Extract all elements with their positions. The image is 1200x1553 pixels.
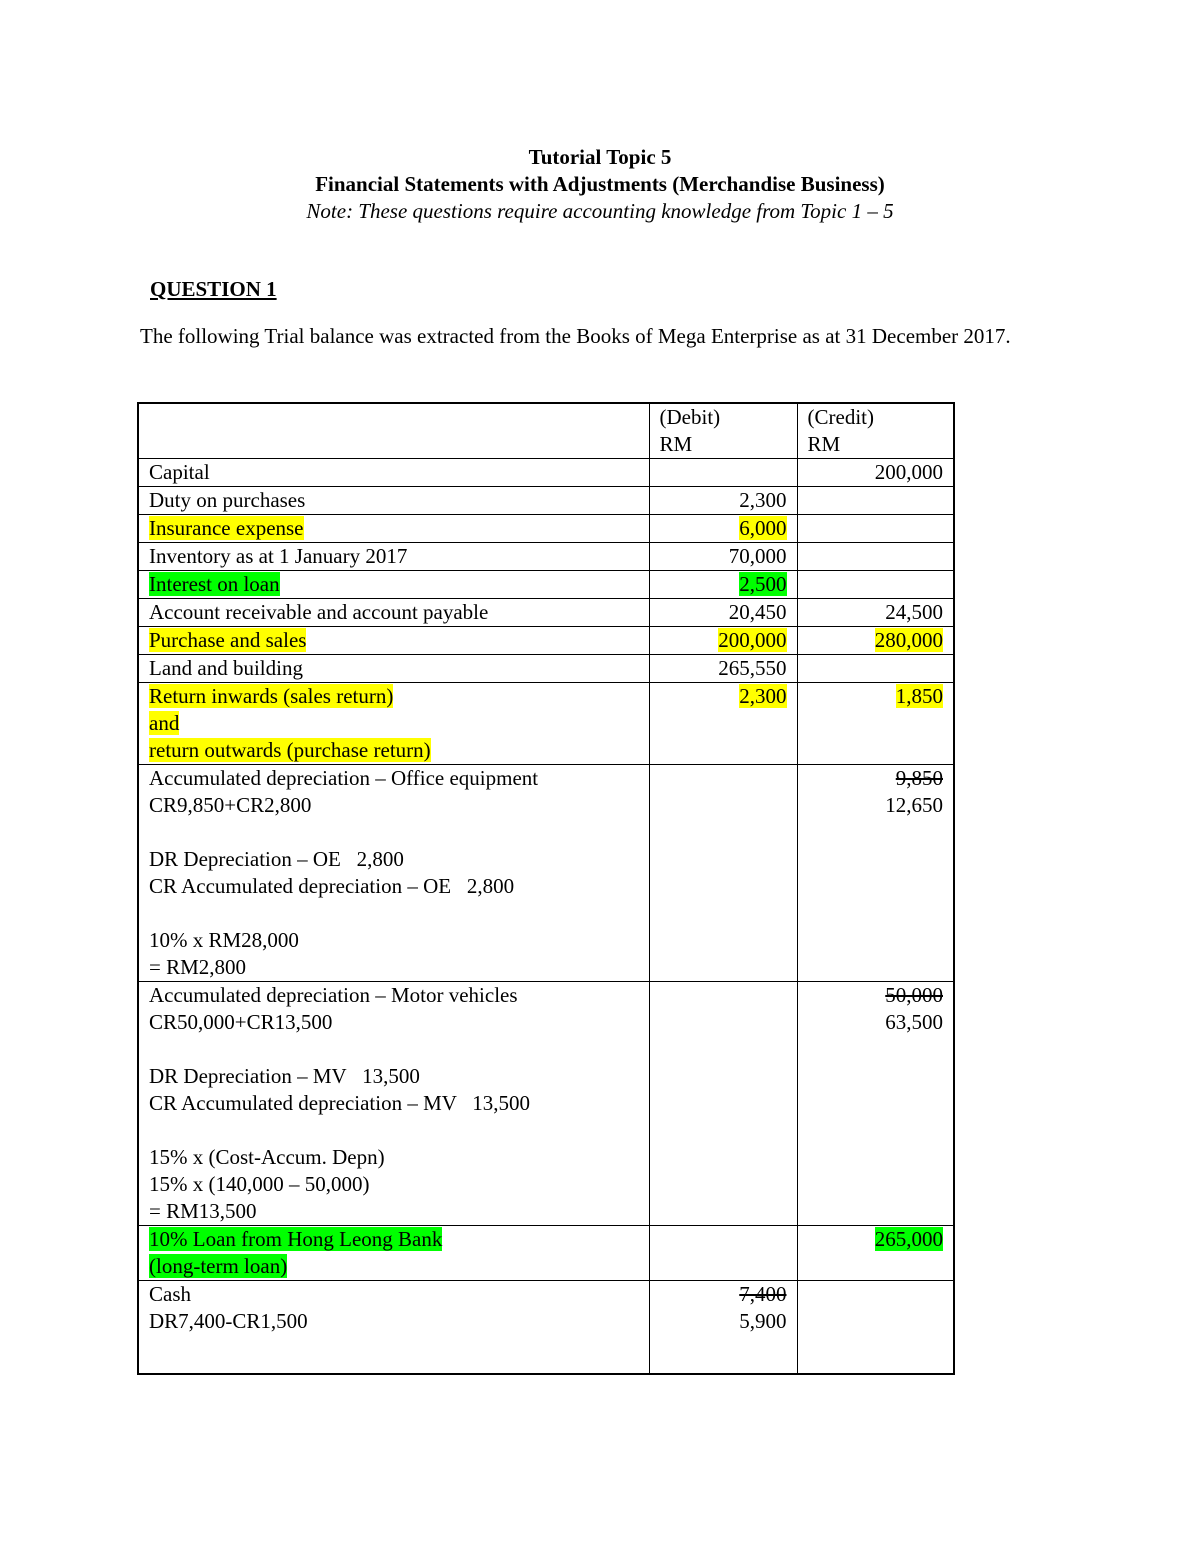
header-blank-cell — [138, 403, 649, 459]
table-row — [138, 599, 954, 627]
debit-old-value: 7,400 — [739, 1282, 787, 1306]
calc-line: 10% x RM28,000 — [149, 928, 299, 952]
row-label: Duty on purchases — [149, 488, 306, 512]
calc-line-2: 15% x (140,000 – 50,000) — [149, 1172, 370, 1196]
table-row — [138, 1226, 954, 1281]
credit-old-value: 9,850 — [895, 766, 943, 790]
page-title: Tutorial Topic 5 — [528, 145, 672, 169]
row-label-cont: return outwards (purchase return) — [149, 738, 431, 762]
row-label: Cash — [149, 1282, 191, 1306]
debit-value: 2,300 — [739, 684, 787, 708]
credit-old-value: 50,000 — [885, 983, 943, 1007]
row-label: Interest on loan — [149, 572, 280, 596]
debit-value: 2,300 — [739, 488, 787, 512]
table-row — [138, 543, 954, 571]
table-row — [138, 459, 954, 487]
row-label: 10% Loan from Hong Leong Bank — [149, 1227, 443, 1251]
calc-result: = RM2,800 — [149, 955, 247, 979]
row-label: Accumulated depreciation – Motor vehicles — [149, 983, 518, 1007]
header-credit-cell — [797, 403, 954, 459]
calc-result: = RM13,500 — [149, 1199, 257, 1223]
page-subtitle: Financial Statements with Adjustments (Merchandise Business) — [315, 172, 885, 196]
working-note: CR50,000+CR13,500 — [149, 1010, 333, 1034]
table-row — [138, 982, 954, 1226]
table-row — [138, 487, 954, 515]
row-label-and: and — [149, 711, 180, 735]
row-label: Inventory as at 1 January 2017 — [149, 544, 408, 568]
working-note: CR9,850+CR2,800 — [149, 793, 312, 817]
credit-value: 265,000 — [874, 1227, 943, 1251]
debit-value: 20,450 — [728, 600, 787, 624]
table-row — [138, 1281, 954, 1375]
row-label: Accumulated depreciation – Office equipment — [149, 766, 539, 790]
debit-value: 265,550 — [718, 656, 787, 680]
journal-cr: CR Accumulated depreciation – OE 2,800 — [149, 874, 515, 898]
credit-new-value: 12,650 — [885, 793, 943, 817]
journal-dr: DR Depreciation – MV 13,500 — [149, 1064, 420, 1088]
header-credit: (Credit) — [807, 405, 874, 429]
credit-new-value: 63,500 — [885, 1010, 943, 1034]
table-row — [138, 655, 954, 683]
debit-new-value: 5,900 — [739, 1309, 787, 1333]
table-row — [138, 515, 954, 543]
trial-balance-table — [137, 402, 955, 1375]
journal-dr: DR Depreciation – OE 2,800 — [149, 847, 404, 871]
header-debit-unit: RM — [659, 432, 693, 456]
credit-value: 24,500 — [885, 600, 943, 624]
debit-value: 200,000 — [718, 628, 787, 652]
row-label: Purchase and sales — [149, 628, 307, 652]
table-row — [138, 765, 954, 982]
table-row — [138, 683, 954, 765]
question-intro: The following Trial balance was extracted from the Books of Mega Enterprise as at 31 December 2017. — [140, 324, 1011, 348]
calc-line: 15% x (Cost-Accum. Depn) — [149, 1145, 385, 1169]
debit-value: 6,000 — [739, 516, 787, 540]
question-title: QUESTION 1 — [150, 277, 277, 301]
debit-value: 70,000 — [728, 544, 787, 568]
debit-value: 2,500 — [739, 572, 787, 596]
header-debit: (Debit) — [659, 405, 721, 429]
row-label: Land and building — [149, 656, 303, 680]
row-label: Capital — [149, 460, 210, 484]
row-label-cont: (long-term loan) — [149, 1254, 288, 1278]
row-label: Insurance expense — [149, 516, 304, 540]
page-note: Note: These questions require accounting knowledge from Topic 1 – 5 — [306, 199, 894, 223]
table-row — [138, 571, 954, 599]
credit-value: 200,000 — [874, 460, 943, 484]
credit-value: 280,000 — [874, 628, 943, 652]
table-row — [138, 627, 954, 655]
header-credit-unit: RM — [807, 432, 841, 456]
credit-value: 1,850 — [895, 684, 943, 708]
journal-cr: CR Accumulated depreciation – MV 13,500 — [149, 1091, 531, 1115]
table-header-row — [138, 403, 954, 459]
row-label: Return inwards (sales return) — [149, 684, 394, 708]
header-debit-cell — [649, 403, 797, 459]
working-note: DR7,400-CR1,500 — [149, 1309, 308, 1333]
row-label: Account receivable and account payable — [149, 600, 489, 624]
